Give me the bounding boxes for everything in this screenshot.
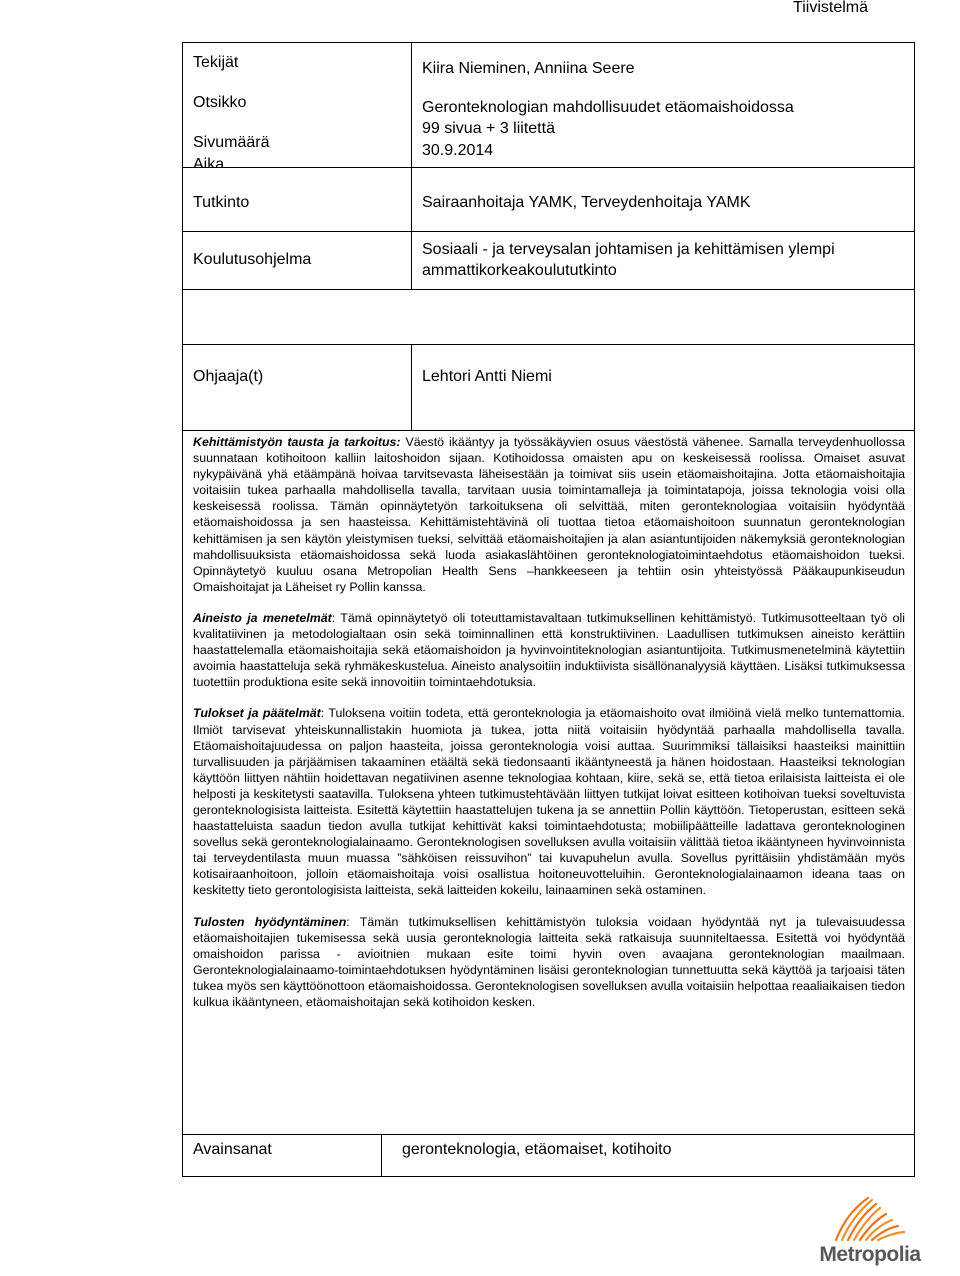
info-block bbox=[183, 43, 914, 168]
column-divider-supervisor bbox=[411, 344, 412, 430]
pages-label: Sivumäärä bbox=[193, 134, 270, 151]
date-value: 30.9.2014 bbox=[422, 142, 494, 159]
background-lead: Kehittämistyön tausta ja tarkoitus: bbox=[193, 435, 401, 449]
methods-text: : Tämä opinnäytetyö oli toteuttamistavaltaan tutkimuksellinen kehittämistyö. Tutkimusotteeltaan työ oli kvalitatiivinen ja metodologialtaan osin sekä toiminnallinen että konstruktiivinen. Laadullisen tutkimuksen aineisto kerättiin haastattelemalla etäomaishoitajia sekä etäomaishoidon ja hyvinvointiteknologian asiantuntijoita. Tutkimusmenetelminä käytettiin avoimia haastatteluja sekä ryhmäkeskustelua. Aineisto analysoitiin induktiivista sisällönanalyysiä käyttäen. Lisäksi tutkimuksessa tuotettiin produktiona esite sekä innovoitiin toimintaehdotuksia. bbox=[193, 610, 905, 690]
degree-value: Sairaanhoitaja YAMK, Terveydenhoitaja YAMK bbox=[422, 194, 751, 211]
abstract-background bbox=[193, 434, 905, 595]
metropolia-logo bbox=[806, 1190, 934, 1276]
authors-label: Tekijät bbox=[193, 54, 239, 71]
programme-value-line2: ammattikorkeakoulututkinto bbox=[422, 262, 617, 279]
supervisor-value: Lehtori Antti Niemi bbox=[422, 368, 552, 385]
utilization-lead: Tulosten hyödyntäminen bbox=[193, 914, 347, 929]
background-text: Väestö ikääntyy ja työssäkäyvien osuus väestöstä vähenee. Samalla terveydenhuollossa suunnataan kotihoitoon kalliin laitoshoidon sijaan. Kotihoidossa omaisten apu on keskeisessä roolissa. Omaiset asuvat nykypäivänä yhä etäämpänä hoivaa tarvitsevasta läheisestään ja toimivat siis usein etäomaishoitajina. Jotta etäomaishoitajia voitaisiin tukea parhaalla mahdollisella tavalla, tarvitaan uusia toimintamalleja ja toimintatapoja, joissa teknologia voisi olla keskeisessä roolissa. Tämän opinnäytetyön tarkoituksena oli selvittää, miten geronteknologiaa voitaisiin hyödyntää etäomaishoidossa ja sen haasteissa. Kehittämistehtävinä oli tuottaa tietoa etäomaishoitoon suunnatun geronteknologian kehittämisen ja sen käytön yleistymisen tueksi, selvittää etäomaishoitajien ja alan asiantuntijoiden näkemyksiä geronteknologian mahdollisuuksista etäomaishoidossa sekä luoda asiakaslähtöinen geronteknologiatoimintaehdotus etäomaishoidon tueksi. Opinnäytetyö kuuluu osana Metropolian Health Sens –hankkeeseen ja tehtiin osin yhteistyössä Pääkaupunkiseudun Omaishoitajat ja Läheiset ry Pollin kanssa. bbox=[193, 435, 905, 594]
authors-value: Kiira Nieminen, Anniina Seere bbox=[422, 60, 635, 77]
date-label: Aika bbox=[193, 156, 225, 168]
row-divider-2 bbox=[183, 231, 914, 232]
column-divider-keywords bbox=[381, 1134, 382, 1176]
title-value: Geronteknologian mahdollisuudet etäomaishoidossa bbox=[422, 99, 794, 116]
abstract-utilization bbox=[193, 914, 905, 1011]
abstract-results bbox=[193, 705, 905, 898]
document-type-label: Tiivistelmä bbox=[793, 0, 868, 16]
degree-label: Tutkinto bbox=[193, 194, 250, 211]
keywords-label: Avainsanat bbox=[193, 1141, 272, 1158]
title-label: Otsikko bbox=[193, 94, 247, 111]
metropolia-logo-mark-icon bbox=[806, 1190, 934, 1246]
abstract-form bbox=[182, 42, 915, 1177]
supervisor-label: Ohjaaja(t) bbox=[193, 368, 264, 385]
row-divider-5 bbox=[183, 430, 914, 431]
metropolia-logo-text: Metropolia bbox=[819, 1243, 921, 1266]
utilization-text: : Tämän tutkimuksellisen kehittämistyön tuloksia voidaan hyödyntää nyt ja tulevaisuudessa etäomaishoitajien tukemisessa sekä uusia geronteknologia laitteita sekä ratkaisuja suunniteltaessa. Esitettä voi hyödyntää omaishoidon parissa - avioitnien mukaan esite toimi hyvin oven avaajana geronteknologian maailmaan. Geronteknologialainaamo-toimintaehdotuksen hyödyntäminen lisäisi geronteknologian tunnettuutta sekä käyttöä ja tarjoaisi täten tukea myös sen käyttöönottoon etäomaishoidossa. Geronteknologisen sovelluksen avulla voitaisiin helpottaa reaaliaikaisen tiedon kulkua ikääntyneen, etäomaishoitajan sekä kotihoidon kesken. bbox=[193, 914, 905, 1009]
row-divider-4 bbox=[183, 344, 914, 345]
keywords-value: geronteknologia, etäomaiset, kotihoito bbox=[402, 1141, 672, 1158]
row-divider-3 bbox=[183, 289, 914, 290]
results-text: : Tuloksena voitiin todeta, että geronteknologia ja etäomaishoito ovat ilmiöinä vielä melko tuntemattomia. Ilmiöt tarvisevat yhteiskunnallistakin huomiota ja tukea, jotta niitä voitaisiin hyödyntää parhaalla mahdollisella tavalla. Etäomaishoitajuudessa on paljon haasteita, joissa geronteknologia voisi auttaa. Suurimmiksi tällaisiksi haasteiksi mainittiin turvallisuuden ja pärjäämisen takaaminen etäältä sekä tiedonsaanti ikääntyneestä ja hänen hoidostaan. Haasteiksi teknologian käyttöön liittyen nähtiin hoidettavan negatiivinen asenne teknologiaa kohtaan, kiire, sekä se, että tietoa erilaisista laitteista ei ole helposti ja keskitetysti saatavilla. Tuloksena yhteen tutkimustehtävään liittyen tutkijat loivat esitteen kotihoivan tueksi soveltuvista geronteknologisista laitteista. Esitettä käytettiin haastattelujen tukena ja se annettiin Pollin käyttöön. Tietoperustan, esitteen sekä haastatteluista saadun tiedon avulla tutkijat kehittivät kaksi toimintaehdotusta; mobiilipäätteille ladattava geronteknologinen sovellus sekä geronteknologialainaamo. Geronteknologisen sovelluksen avulla voitaisiin välittää tietoa ikääntyneen hyvinvoinnista tai terveydentilasta muun muassa ”sähköisen reissuvihon” tai kuvapuhelun avulla. Sovellus pyrittäisiin yhdistämään myös kotisairaanhoitoon, jolloin etäomaishoitaja voisi osallistua hoitoneuvotteluihin. Geronteknologialainaamon ideana taas on keskitetty tieto gerontologisista laitteista, sekä laitteiden kokeilu, lainaaminen sekä ostaminen. bbox=[193, 706, 905, 898]
row-divider-6 bbox=[183, 1134, 914, 1135]
abstract-methods bbox=[193, 610, 905, 690]
results-lead: Tulokset ja päätelmät bbox=[193, 706, 321, 721]
abstract-body bbox=[193, 434, 905, 1025]
programme-label: Koulutusohjelma bbox=[193, 251, 312, 268]
pages-value: 99 sivua + 3 liitettä bbox=[422, 120, 555, 137]
programme-value-line1: Sosiaali - ja terveysalan johtamisen ja kehittämisen ylempi bbox=[422, 241, 835, 258]
methods-lead: Aineisto ja menetelmät bbox=[193, 610, 332, 625]
